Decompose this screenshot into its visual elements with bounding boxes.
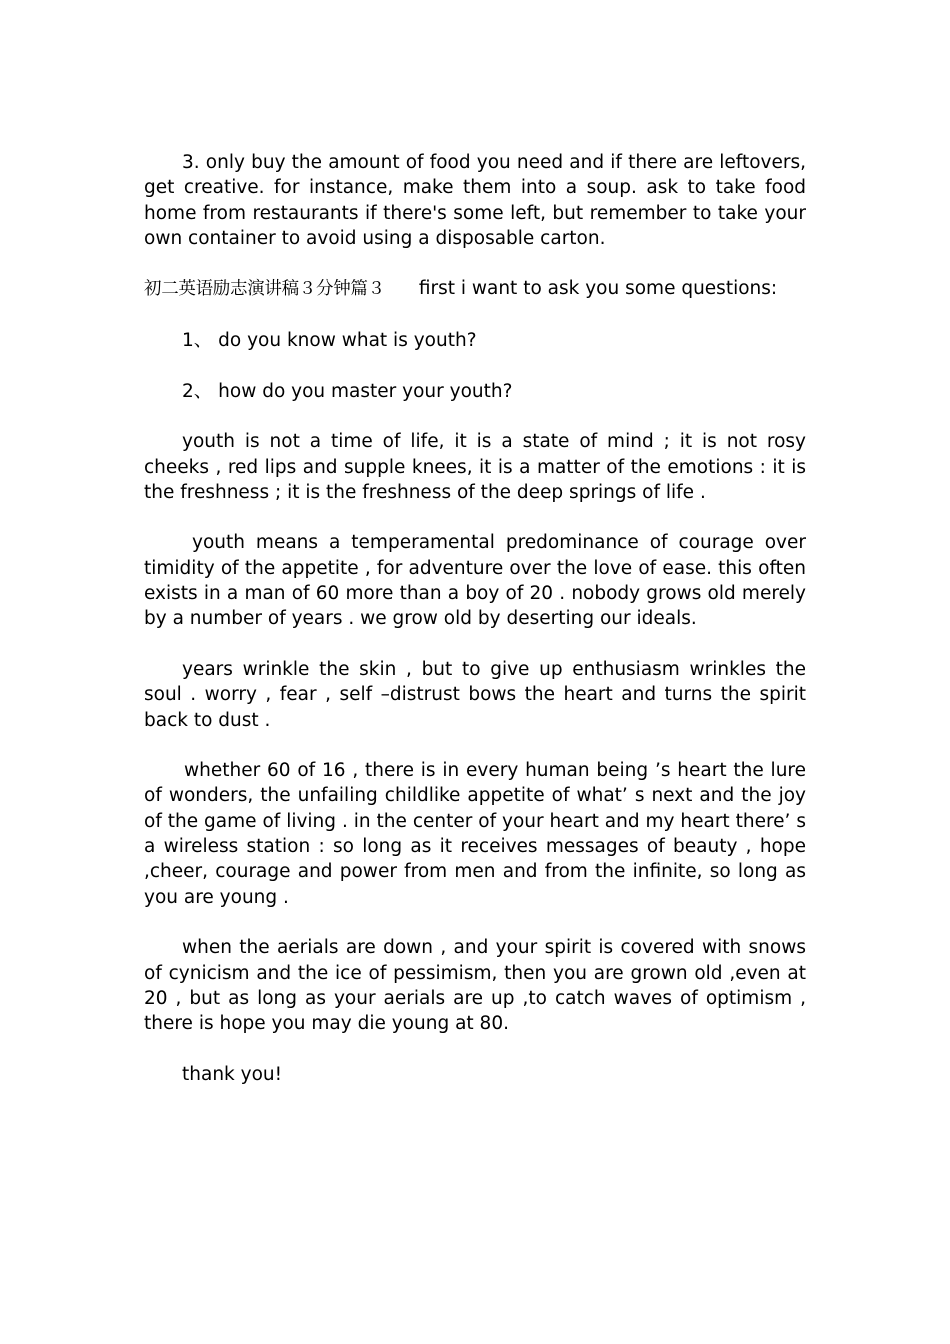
question-2: 2、 how do you master your youth?	[182, 380, 513, 402]
section-heading	[144, 276, 806, 302]
heading-title-chinese: 初二英语励志演讲稿３分钟篇３	[144, 279, 385, 300]
paragraph-leftovers: 3. only buy the amount of food you need and if there are leftovers, get creative. for instance, make them into a soup. ask to take food home from restaurants if there's some left, but remember to take your own container to avoid using a disposable carton.	[144, 152, 806, 249]
question-1: 1、 do you know what is youth?	[182, 330, 477, 352]
paragraph-aerials: when the aerials are down , and your spirit is covered with snows of cynicism and the ice of pessimism, then you are grown old ,even at 20 , but as long as your aerials are up ,to catch waves of optimism , there is hope you may die young at 80.	[144, 937, 806, 1035]
heading-intro-english: first i want to ask you some questions:	[418, 278, 778, 300]
paragraph-thank-you: thank you!	[182, 1063, 283, 1085]
document-page	[144, 150, 806, 1087]
paragraph-youth-courage: youth means a temperamental predominance of courage over timidity of the appetite , for adventure over the love of ease. this often exists in a man of 60 more than a boy of 20 . nobody grows old merely by a number of years . we grow old by deserting our ideals.	[144, 532, 806, 630]
paragraph-youth-state-of-mind: youth is not a time of life, it is a state of mind ; it is not rosy cheeks , red lips and supple knees, it is a matter of the emotions : it is the freshness ; it is the freshness of the deep springs of life .	[144, 431, 806, 503]
paragraph-wonders: whether 60 of 16 , there is in every human being ’s heart the lure of wonders, the unfailing childlike appetite of what’ s next and the joy of the game of living . in the center of your heart and my heart there’ s a wireless station : so long as it receives messages of beauty , hope ,cheer, courage and power from men and from the infinite, so long as you are young .	[144, 760, 806, 908]
paragraph-wrinkles: years wrinkle the skin , but to give up enthusiasm wrinkles the soul . worry , fear , self –distrust bows the heart and turns the spirit back to dust .	[144, 658, 806, 731]
